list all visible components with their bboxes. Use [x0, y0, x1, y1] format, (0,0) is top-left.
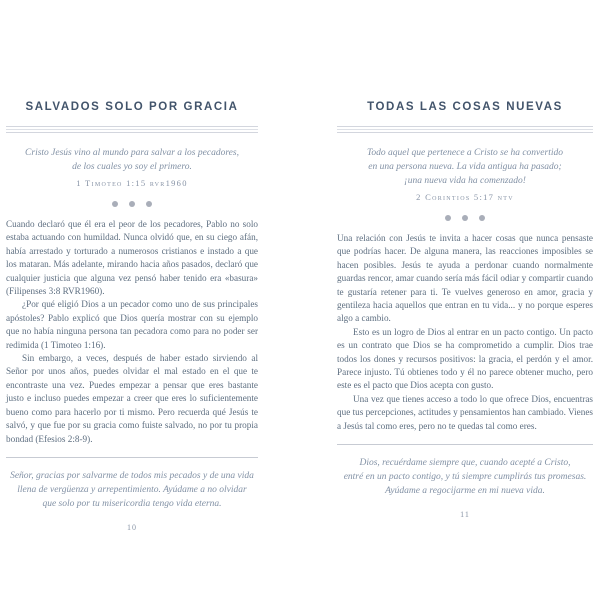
scripture-reference: 1 Timoteo 1:15 rvr1960 [76, 178, 188, 188]
page-title: SALVADOS SOLO POR GRACIA [25, 101, 239, 113]
header-rule [6, 126, 258, 133]
prayer-line: Ayúdame a regocijarme en mi nueva vida. [385, 486, 545, 497]
prayer-line: Dios, recuérdame siempre que, cuando acepté a Cristo, [359, 458, 571, 469]
left-page [6, 100, 258, 532]
right-page [337, 100, 593, 519]
page-number: 10 [127, 522, 137, 532]
scripture-quote-line: Todo aquel que pertenece a Cristo se ha convertido [367, 148, 563, 158]
page-title: TODAS LAS COSAS NUEVAS [367, 101, 563, 113]
footer-rule [6, 457, 258, 458]
body-paragraph: Sin embargo, a veces, después de haber estado sirviendo al Señor por unos años, puedes olvidar el mal estado en el que te encontraste una vez. Puedes empezar a pensar que eres bastante justo e incluso puedes empezar a creer que eres lo suficientemente bueno como para hacerlo por ti mismo. Pero recuerda qué Jesús te salvó, y que fue por su gracia como fuiste salvado, no por tu propia bondad (Efesios 2:8-9). [6, 353, 258, 444]
header-rule [337, 126, 593, 133]
ornament-dot-icon [479, 215, 485, 221]
prayer-line: Señor, gracias por salvarme de todos mis pecados y de una vida [10, 470, 254, 481]
body-text [6, 218, 258, 446]
ornament-dot-icon [146, 201, 152, 207]
ornament-dot-icon [112, 201, 118, 207]
scripture-quote [6, 146, 258, 190]
prayer [6, 469, 258, 511]
scripture-quote-line: de los cuales yo soy el primero. [72, 162, 192, 172]
prayer-line: entré en un pacto contigo, y tú siempre cumplirás tus promesas. [343, 472, 587, 483]
scripture-quote-line: ¡una nueva vida ha comenzado! [404, 176, 526, 186]
body-paragraph: Esto es un logro de Dios al entrar en un pacto contigo. Un pacto es un contrato que Dios se ha comprometido a cumplir. Dios trae todos los dones y recursos positivos: la gracia, el perdón y el amor. Parece injusto. Tú obtienes todo y él no parece obtener mucho, pero este es el pacto que Dios acepta con gusto. [337, 326, 593, 391]
prayer [337, 456, 593, 498]
ornament-dot-icon [129, 201, 135, 207]
body-paragraph: Cuando declaró que él era el peor de los pecadores, Pablo no solo estaba actuando con humildad. Nunca olvidó que, en su ciego afán, había arrestado y torturado a numerosos cristianos e instado a que los mataran. Más adelante, mirando hacia años pasados, declaró que cualquier justicia que alguna vez pensó haber tenido era «basura» (Filipenses 3:8 RVR1960). [6, 219, 258, 297]
scripture-quote-line: en una persona nueva. La vida antigua ha pasado; [368, 162, 562, 172]
body-paragraph: ¿Por qué eligió Dios a un pecador como uno de sus principales apóstoles? Pablo explicó que Dios quería mostrar con su ejemplo que no había ninguna persona tan pecadora como para no poder ser redimida (1 Timoteo 1:16). [6, 299, 258, 350]
body-text [337, 232, 593, 433]
page-number: 11 [460, 510, 470, 520]
scripture-reference: 2 Corintios 5:17 ntv [416, 192, 514, 202]
body-paragraph: Una vez que tienes acceso a todo lo que ofrece Dios, encuentras que tus percepciones, actitudes y pensamientos han cambiado. Vienes a Jesús tal como eres, pero no te quedas tal como eres. [337, 393, 593, 431]
ornament-dots [337, 213, 593, 221]
scripture-quote-line: Cristo Jesús vino al mundo para salvar a los pecadores, [25, 148, 239, 158]
body-paragraph: Una relación con Jesús te invita a hacer cosas que nunca pensaste que podrías hacer. De alguna manera, las reacciones imposibles se hacen posibles. Jesús te ayuda a perdonar cuando normalmente guardas rencor, amar cuando sería más fácil odiar y compartir cuando te gustaría retener para ti. Te vuelves generoso en amor, gracia y gentileza hacia aquellos que entran en tu vida... y no porque esperes algo a cambio. [337, 233, 594, 324]
footer-rule [337, 444, 593, 445]
scripture-quote [337, 146, 593, 204]
prayer-line: llena de vergüenza y arrepentimiento. Ayúdame a no olvidar [17, 484, 247, 495]
ornament-dot-icon [462, 215, 468, 221]
ornament-dot-icon [445, 215, 451, 221]
prayer-line: que solo por tu misericordia tengo vida eterna. [42, 498, 222, 509]
ornament-dots [6, 199, 258, 207]
